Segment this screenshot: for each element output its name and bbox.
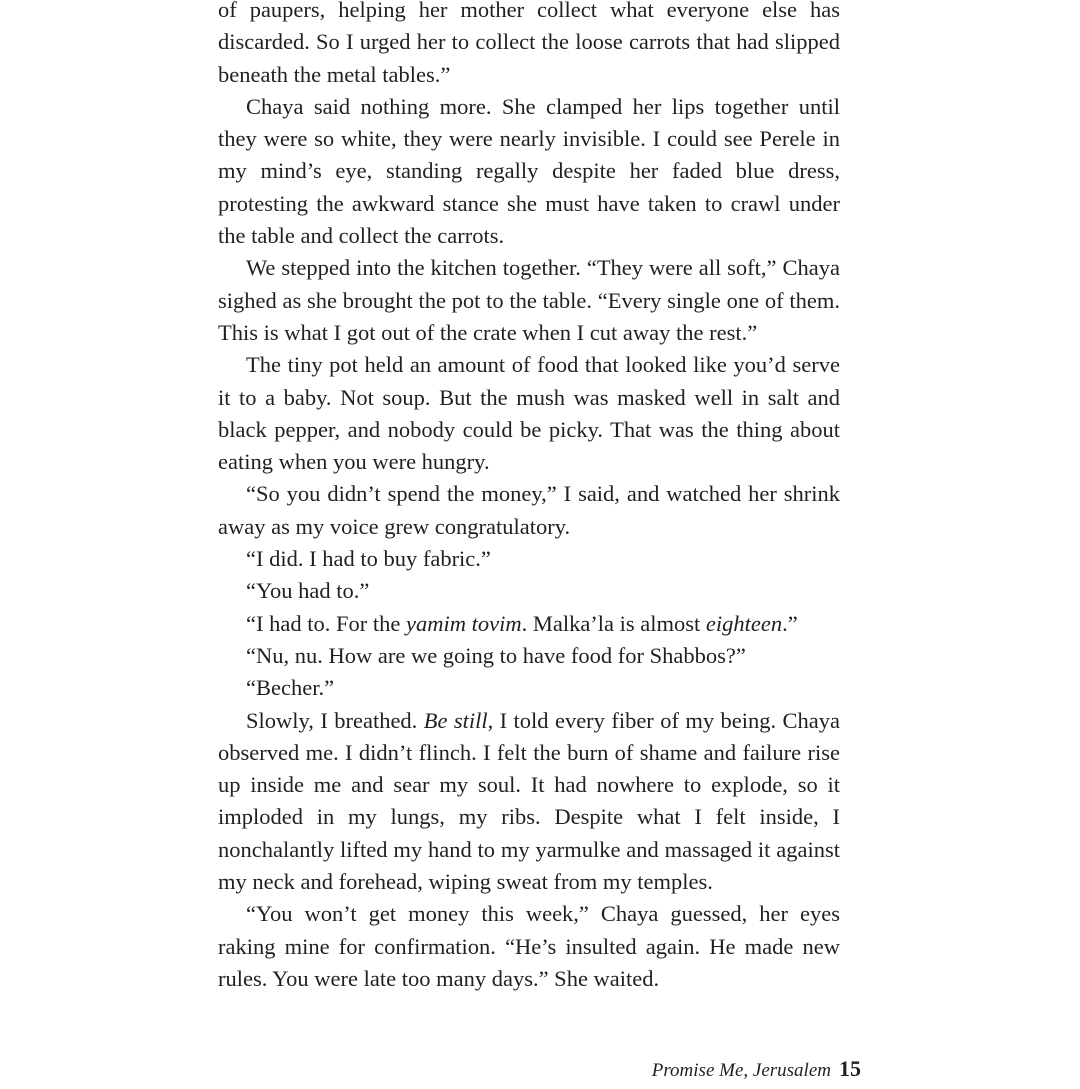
paragraph — [218, 478, 840, 543]
text-run: “I did. I had to buy fabric.” — [246, 546, 491, 572]
paragraph — [218, 672, 840, 704]
paragraph — [218, 640, 840, 672]
body-text — [218, 0, 840, 995]
page-footer — [652, 1052, 861, 1086]
paragraph — [218, 91, 840, 252]
italic-text: yamim tovim — [405, 610, 522, 636]
text-run: “You won’t get money this week,” Chaya guessed, her eyes raking mine for confirmation. “He’s insulted again. He made new rules. You were late too many days.” She waited. — [218, 901, 840, 991]
paragraph — [218, 705, 840, 899]
italic-text: Be still — [423, 707, 488, 733]
text-run: “Nu, nu. How are we going to have food for Shabbos?” — [246, 642, 746, 668]
text-run: “So you didn’t spend the money,” I said, and watched her shrink away as my voice grew congratulatory. — [218, 481, 840, 539]
text-run: “Becher.” — [246, 675, 335, 701]
text-run: “I had to. For the — [246, 610, 406, 636]
text-run: We stepped into the kitchen together. “They were all soft,” Chaya sighed as she brought the pot to the table. “Every single one of them. This is what I got out of the crate when I cut away the rest.” — [218, 255, 840, 345]
text-run: of paupers, helping her mother collect what everyone else has discarded. So I urged her to collect the loose carrots that had slipped beneath the metal tables.” — [218, 0, 840, 87]
paragraph — [218, 543, 840, 575]
text-run: , I told every fiber of my being. Chaya observed me. I didn’t flinch. I felt the burn of shame and failure rise up inside me and sear my soul. It had nowhere to explode, so it imploded in my lungs, my ribs. Despite what I felt inside, I nonchalantly lifted my hand to my yarmulke and massaged it against my neck and forehead, wiping sweat from my temples. — [218, 707, 841, 895]
paragraph — [218, 0, 840, 91]
paragraph — [218, 898, 840, 995]
page-number: 15 — [839, 1056, 861, 1081]
text-run: The tiny pot held an amount of food that looked like you’d serve it to a baby. Not soup. But the mush was masked well in salt and black pepper, and nobody could be picky. That was the thing about eating when you were hungry. — [218, 352, 840, 475]
paragraph — [218, 575, 840, 607]
text-run: Slowly, I breathed. — [246, 707, 424, 733]
paragraph — [218, 608, 840, 640]
running-title: Promise Me, Jerusalem — [651, 1060, 831, 1081]
text-run: .” — [782, 610, 798, 636]
text-run: . Malka’la is almost — [521, 610, 706, 636]
paragraph — [218, 349, 840, 478]
text-run: “You had to.” — [246, 578, 370, 604]
text-run: Chaya said nothing more. She clamped her lips together until they were so white, they were nearly invisible. I could see Perele in my mind’s eye, standing regally despite her faded blue dress, protesting the awkward stance she must have taken to crawl under the table and collect the carrots. — [218, 93, 840, 249]
paragraph — [218, 252, 840, 349]
italic-text: eighteen — [705, 610, 783, 636]
